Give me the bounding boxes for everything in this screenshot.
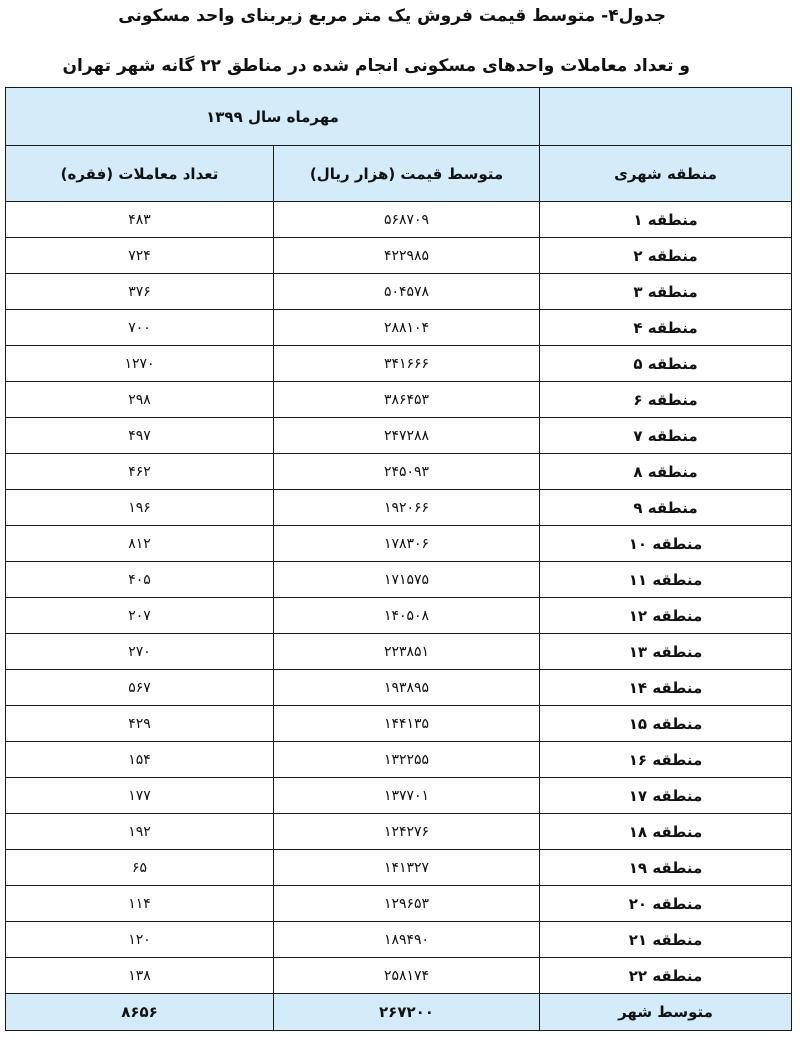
avg-price-cell: ۱۸۹۴۹۰ [274,922,540,958]
avg-price-cell: ۱۷۱۵۷۵ [274,562,540,598]
avg-price-cell: ۳۸۶۴۵۳ [274,382,540,418]
avg-price-cell: ۲۵۸۱۷۴ [274,958,540,994]
avg-price-cell: ۱۲۹۶۵۳ [274,886,540,922]
transactions-cell: ۲۷۰ [6,634,274,670]
table-row [6,742,792,778]
table-row [6,886,792,922]
region-column-header: منطقه شهری [540,146,792,202]
region-cell: منطقه ۱۱ [540,562,792,598]
region-cell: منطقه ۱۰ [540,526,792,562]
transactions-cell: ۲۹۸ [6,382,274,418]
avg-price-cell: ۳۴۱۶۶۶ [274,346,540,382]
transactions-cell: ۱۹۲ [6,814,274,850]
region-cell: منطقه ۱۹ [540,850,792,886]
period-header: مهرماه سال ۱۳۹۹ [6,88,540,146]
region-cell: منطقه ۳ [540,274,792,310]
region-cell: منطقه ۱۵ [540,706,792,742]
avg-price-cell: ۲۴۵۰۹۳ [274,454,540,490]
transactions-cell: ۱۱۴ [6,886,274,922]
table-row [6,634,792,670]
avg-price-column-header: متوسط قیمت (هزار ریال) [274,146,540,202]
avg-price-cell: ۱۲۴۲۷۶ [274,814,540,850]
region-cell: منطقه ۲۱ [540,922,792,958]
avg-price-cell: ۲۸۸۱۰۴ [274,310,540,346]
region-cell: منطقه ۲ [540,238,792,274]
table-row [6,850,792,886]
region-cell: منطقه ۸ [540,454,792,490]
table-title-line-2: و تعداد معاملات واحدهای مسکونی انجام شده در مناطق ۲۲ گانه شهر تهران [62,56,690,76]
transactions-cell: ۲۰۷ [6,598,274,634]
avg-price-cell: ۱۳۷۷۰۱ [274,778,540,814]
city-total-transactions: ۸۶۵۶ [6,994,274,1031]
city-average-price: ۲۶۷۲۰۰ [274,994,540,1031]
avg-price-cell: ۲۲۳۸۵۱ [274,634,540,670]
table-row [6,382,792,418]
transactions-cell: ۴۲۹ [6,706,274,742]
table-row [6,670,792,706]
transactions-column-header: تعداد معاملات (فقره) [6,146,274,202]
transactions-cell: ۳۷۶ [6,274,274,310]
transactions-cell: ۴۸۳ [6,202,274,238]
transactions-cell: ۱۳۸ [6,958,274,994]
region-cell: منطقه ۲۰ [540,886,792,922]
transactions-cell: ۷۲۴ [6,238,274,274]
transactions-cell: ۱۹۶ [6,490,274,526]
region-cell: منطقه ۱۷ [540,778,792,814]
avg-price-cell: ۵۶۸۷۰۹ [274,202,540,238]
table-row [6,202,792,238]
table-title-line-1: جدول۴- متوسط قیمت فروش یک متر مربع زیربنای واحد مسکونی [118,6,666,26]
city-average-label: متوسط شهر [540,994,792,1031]
avg-price-cell: ۱۷۸۳۰۶ [274,526,540,562]
table-row [6,274,792,310]
avg-price-cell: ۱۹۲۰۶۶ [274,490,540,526]
avg-price-cell: ۱۴۱۳۲۷ [274,850,540,886]
table-row [6,958,792,994]
transactions-cell: ۱۵۴ [6,742,274,778]
table-row [6,922,792,958]
region-cell: منطقه ۵ [540,346,792,382]
region-cell: منطقه ۴ [540,310,792,346]
table-row [6,454,792,490]
table-row [6,706,792,742]
region-cell: منطقه ۱۳ [540,634,792,670]
region-cell: منطقه ۱۴ [540,670,792,706]
table-row [6,490,792,526]
transactions-cell: ۱۷۷ [6,778,274,814]
avg-price-cell: ۱۴۴۱۳۵ [274,706,540,742]
table-row [6,310,792,346]
avg-price-cell: ۵۰۴۵۷۸ [274,274,540,310]
avg-price-cell: ۱۹۳۸۹۵ [274,670,540,706]
transactions-cell: ۵۶۷ [6,670,274,706]
transactions-cell: ۶۵ [6,850,274,886]
table-row [6,778,792,814]
transactions-cell: ۷۰۰ [6,310,274,346]
transactions-cell: ۴۶۲ [6,454,274,490]
avg-price-cell: ۱۴۰۵۰۸ [274,598,540,634]
region-cell: منطقه ۶ [540,382,792,418]
table-row [6,814,792,850]
city-average-row [6,994,792,1031]
region-cell: منطقه ۱۲ [540,598,792,634]
avg-price-cell: ۲۴۷۲۸۸ [274,418,540,454]
transactions-cell: ۱۲۰ [6,922,274,958]
region-cell: منطقه ۷ [540,418,792,454]
table-row [6,238,792,274]
transactions-cell: ۴۹۷ [6,418,274,454]
region-cell: منطقه ۱۶ [540,742,792,778]
transactions-cell: ۱۲۷۰ [6,346,274,382]
transactions-cell: ۸۱۲ [6,526,274,562]
table-row [6,526,792,562]
period-header-empty-cell [540,88,792,146]
table-row [6,598,792,634]
transactions-cell: ۴۰۵ [6,562,274,598]
avg-price-cell: ۴۲۲۹۸۵ [274,238,540,274]
region-cell: منطقه ۹ [540,490,792,526]
region-cell: منطقه ۲۲ [540,958,792,994]
avg-price-cell: ۱۳۲۲۵۵ [274,742,540,778]
period-header-row [6,88,792,146]
table-row [6,562,792,598]
price-table [5,87,792,1031]
table-row [6,418,792,454]
region-cell: منطقه ۱ [540,202,792,238]
column-header-row [6,146,792,202]
region-cell: منطقه ۱۸ [540,814,792,850]
table-row [6,346,792,382]
